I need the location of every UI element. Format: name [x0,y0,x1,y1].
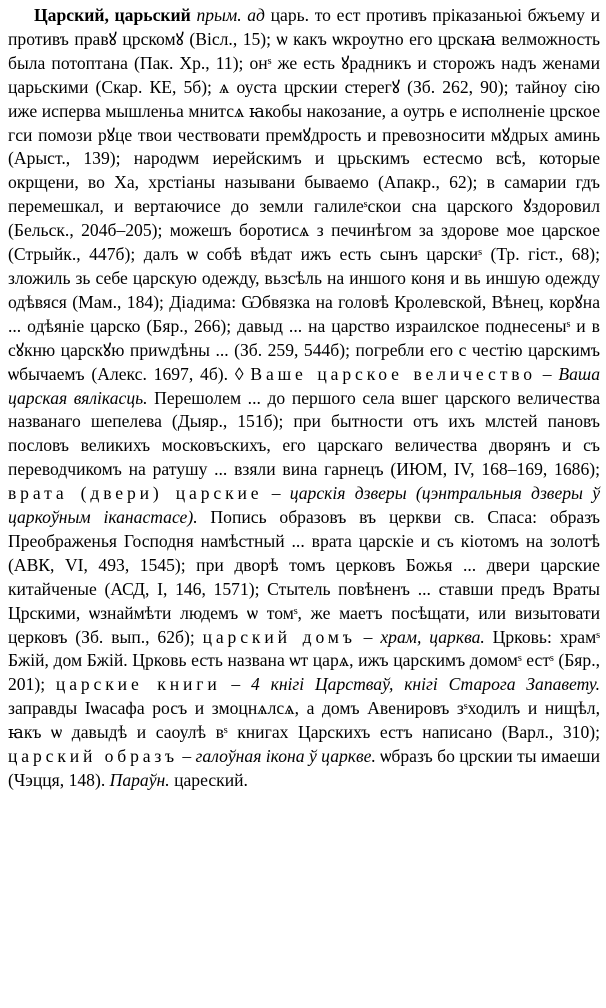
phrase-heading: врата (двери) царские [8,483,263,504]
phrase-translation: храм, царква. [380,626,485,647]
phrase-translation: Ваша царская вялікасць. [8,363,600,408]
entry-part: заправды Іѡасафа росъ и змоцнѧлсѧ, а домъ Авенировъ зˢходилъ и нищѣл, ꙗкъ ѡ давыдѣ и саоулѣ вˢ книгах Царскихъ естъ написано (Варл., 310); [8,698,600,743]
phrase-heading: царские книги [55,674,221,695]
entry-part: – [220,674,252,695]
phrase-heading: Ваше царское величество [250,363,536,384]
entry-part: – [355,626,381,647]
entry-part: Црковь: храмˢ Бжій, дом Бжій. Црковь есть названа ѡт царѧ, ижъ царскимъ домомˢ естˢ (Бяр., 201); [8,626,600,695]
entry-headword: Царский, царьский [34,5,191,25]
phrase-translation: 4 кнігі Царстваў, кнігі Старога Запавету. [251,674,600,695]
phrase-heading: царский образъ [8,746,178,767]
entry-part: – [262,483,290,504]
entry-part: царь. то ест противъ прiказаньюi бжъему и противъ правꙋ црскомꙋ (Вісл., 15); ѡ какъ ѡкроутно его црскаꙗ велможность была потоптана (Пак. Хр., 11); онˢ же есть ꙋрадникъ и сторожъ надъ женами царьскими (Скар. КЕ, 5б); ѧ оуста црскии стерегꙋ (Зб. 262, 90); тайноу сію иже исперва мышленьа мнитсѧ ꙗкобы накозание, а оутрь е исполненіе црское гси помози рꙋце твои чествовати премꙋдрость и превозносити мꙋдрых аминь (Арыст., 139); народѡм иерейскимъ и црьскимъ естесмо всѣ, которые окрщени, во Ха, хрстіаны называни бываемо (Апакр., 62); в самарии гдъ перемешкал, и вертаючисе до земли галилеˢскои сна царского ꙋздоровил (Бельск., 204б–205); можешъ боротисѧ з печинѣгом за здорове мое царское (Стрыйк., 447б); далъ ѡ собѣ вѣдат ижъ есть сынъ царскиˢ (Тр. гіст., 68); зложиль зь себе царскую одежду, вьзсѣль на иншого коня и вь иншую одежду одѣвяся (Мам., 184); Діадима: Ѡбвязка на головѣ Кролевской, Вѣнец, корꙋна ... одѣяніе царско (Бяр., 266); давыд ... на царство израилское поднесеныˢ и в сꙋкню царскꙋю приwдѣны ... (Зб. 259, 544б); погребли его с честію царскимъ ѡбычаемъ (Алекс. 1697, 4б). ◊ [8,5,600,384]
phrase-translation: галоўная ікона ў царкве. [195,746,376,767]
entry-part: – [177,746,196,767]
entry-part: Перешолем ... до першого села вшег царского величества названаго шепелева (Дыяр., 151б); при бытности отъ ихъ млстей пановъ пословъ великихъ московъскихъ, его царскаго величества дворянъ и съ переводчикомъ на ратушу ... взяли вина гарнецъ (ИЮМ, IV, 168–169, 1686); [8,387,600,480]
entry-part: прым. ад [190,5,265,25]
entry-part: ѡбразъ бо црскии ты имаеши (Чэцця, 148). [8,746,600,790]
entry-part: Попись образовъ въ церкви св. Спаса: образъ Преображенья Господня намѣстный ... врата царскіе и съ кіотомъ на золотѣ (АВК, VI, 493, 1545); при дворѣ томъ церковъ Божья ... двери царские китайченые (АСД, I, 146, 1571); Стытель повѣненъ ... ставши предъ Враты Црскими, ѡзнаймѣти людемъ ѡ томˢ, же маетъ посѣщати, или визытовати церковъ (Зб. вып., 62б); [8,507,600,647]
compare-label: Параўн. [109,770,170,790]
phrase-translation: царскія дзверы (цэнтральныя дзверы ў царкоўным іканастасе). [8,483,601,528]
entry-part: – [535,363,559,384]
phrase-heading: царский домъ [202,626,356,647]
cross-reference: цареский. [169,770,248,790]
